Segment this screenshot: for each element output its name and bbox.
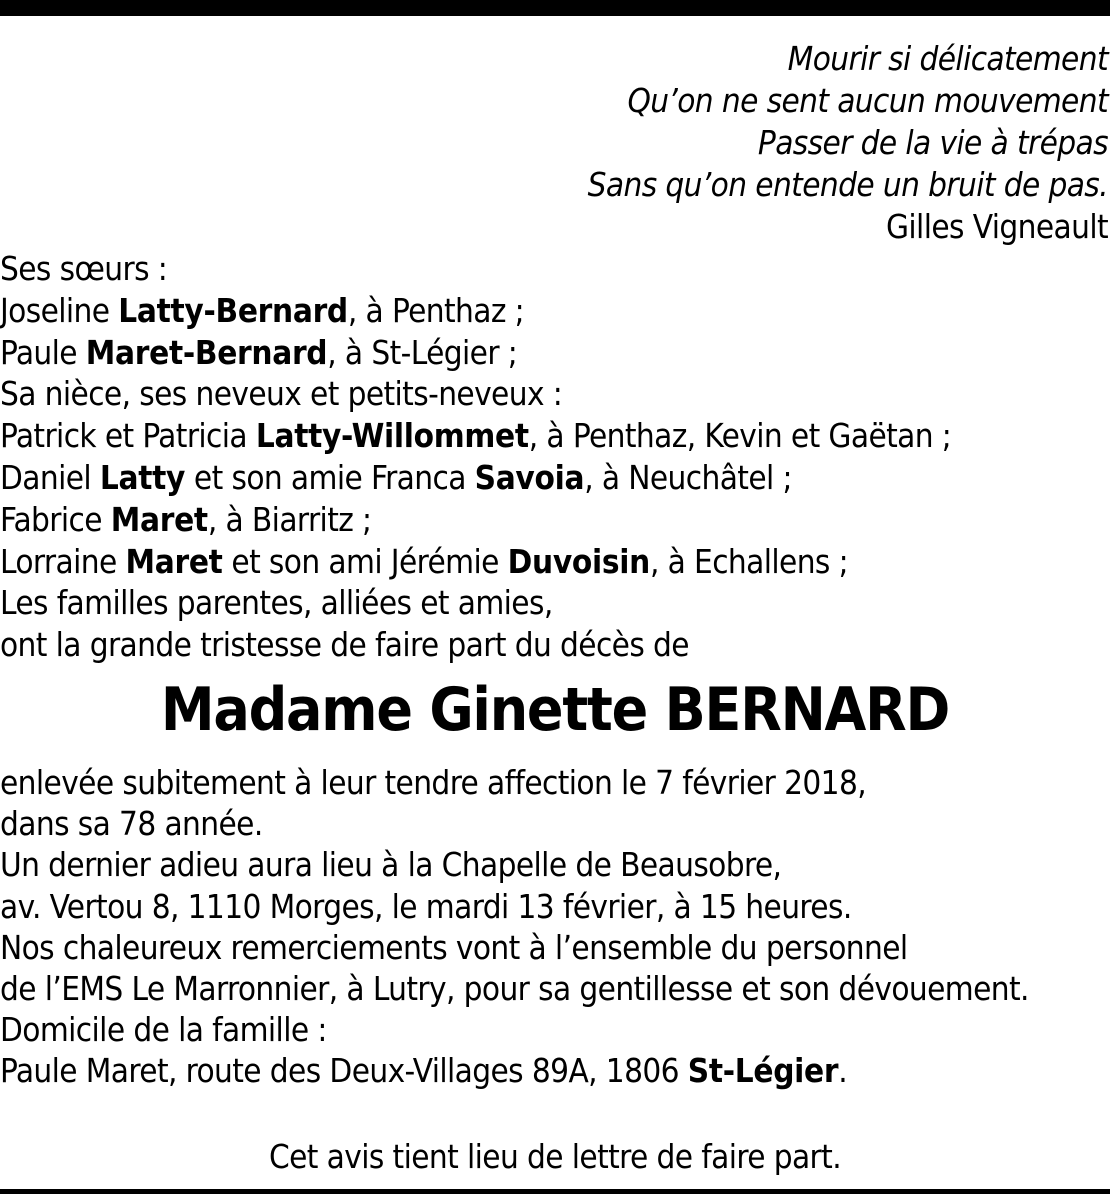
location: , à St-Légier ; xyxy=(327,332,518,372)
family-member-line xyxy=(0,499,1110,541)
address-text: Paule Maret, route des Deux-Villages 89A, 1806 xyxy=(0,1051,688,1091)
last-name: Latty-Willommet xyxy=(255,416,529,456)
last-name: Duvoisin xyxy=(507,541,650,581)
poem-line: Passer de la vie à trépas xyxy=(757,123,1108,162)
location: , à Penthaz ; xyxy=(347,290,525,330)
details-line: Un dernier adieu aura lieu à la Chapelle de Beausobre, xyxy=(0,845,782,885)
last-name: Maret xyxy=(110,499,208,539)
footer-note: Cet avis tient lieu de lettre de faire part. xyxy=(268,1137,842,1176)
family-address xyxy=(0,1050,1110,1091)
family-member-line xyxy=(0,415,1110,457)
last-name: Maret-Bernard xyxy=(85,332,328,372)
family-member-line xyxy=(0,332,1110,374)
last-name: Latty-Bernard xyxy=(118,290,348,330)
address-city: St-Légier xyxy=(687,1051,839,1091)
details-line: dans sa 78 année. xyxy=(0,804,263,844)
poem xyxy=(408,38,1108,248)
first-name: Lorraine xyxy=(0,541,126,581)
address-end: . xyxy=(838,1051,848,1091)
top-rule xyxy=(0,0,1110,16)
details-line: Nos chaleureux remerciements vont à l’ensemble du personnel xyxy=(0,927,908,967)
location: , à Echallens ; xyxy=(649,541,849,581)
last-name: Savoia xyxy=(474,457,585,497)
details-line: de l’EMS Le Marronnier, à Lutry, pour sa gentillesse et son dévouement. xyxy=(0,969,1029,1009)
first-name: Joseline xyxy=(0,290,119,330)
first-name: Fabrice xyxy=(0,499,111,539)
first-name: Daniel xyxy=(0,457,100,497)
announcement-line: ont la grande tristesse de faire part du décès de xyxy=(0,625,689,665)
details xyxy=(0,762,1110,1092)
bottom-rule xyxy=(0,1189,1110,1194)
deceased-name: Madame Ginette BERNARD xyxy=(160,675,950,745)
partner-text: et son ami Jérémie xyxy=(222,541,508,581)
poem-line: Sans qu’on entende un bruit de pas. xyxy=(587,165,1108,204)
families-line: Les familles parentes, alliées et amies, xyxy=(0,583,553,623)
sisters-intro: Ses sœurs : xyxy=(0,249,168,288)
nephews-intro: Sa nièce, ses neveux et petits-neveux : xyxy=(0,374,563,414)
poem-line: Qu’on ne sent aucun mouvement xyxy=(627,81,1108,120)
family-member-line xyxy=(0,457,1110,499)
poem-line: Mourir si délicatement xyxy=(787,39,1108,78)
family-member-line xyxy=(0,290,1110,332)
location: , à Neuchâtel ; xyxy=(584,457,792,497)
location: , à Penthaz, Kevin et Gaëtan ; xyxy=(528,416,952,456)
details-line: enlevée subitement à leur tendre affection le 7 février 2018, xyxy=(0,763,867,802)
details-line: av. Vertou 8, 1110 Morges, le mardi 13 février, à 15 heures. xyxy=(0,886,852,926)
partner-text: et son amie Franca xyxy=(185,457,475,497)
family-member-line xyxy=(0,541,1110,583)
details-line: Domicile de la famille : xyxy=(0,1010,327,1050)
first-name: Paule xyxy=(0,332,86,372)
first-name: Patrick et Patricia xyxy=(0,416,256,456)
poem-author: Gilles Vigneault xyxy=(886,207,1108,246)
location: , à Biarritz ; xyxy=(207,499,372,539)
last-name: Maret xyxy=(125,541,223,581)
last-name: Latty xyxy=(99,457,186,497)
family-list xyxy=(0,248,1110,666)
